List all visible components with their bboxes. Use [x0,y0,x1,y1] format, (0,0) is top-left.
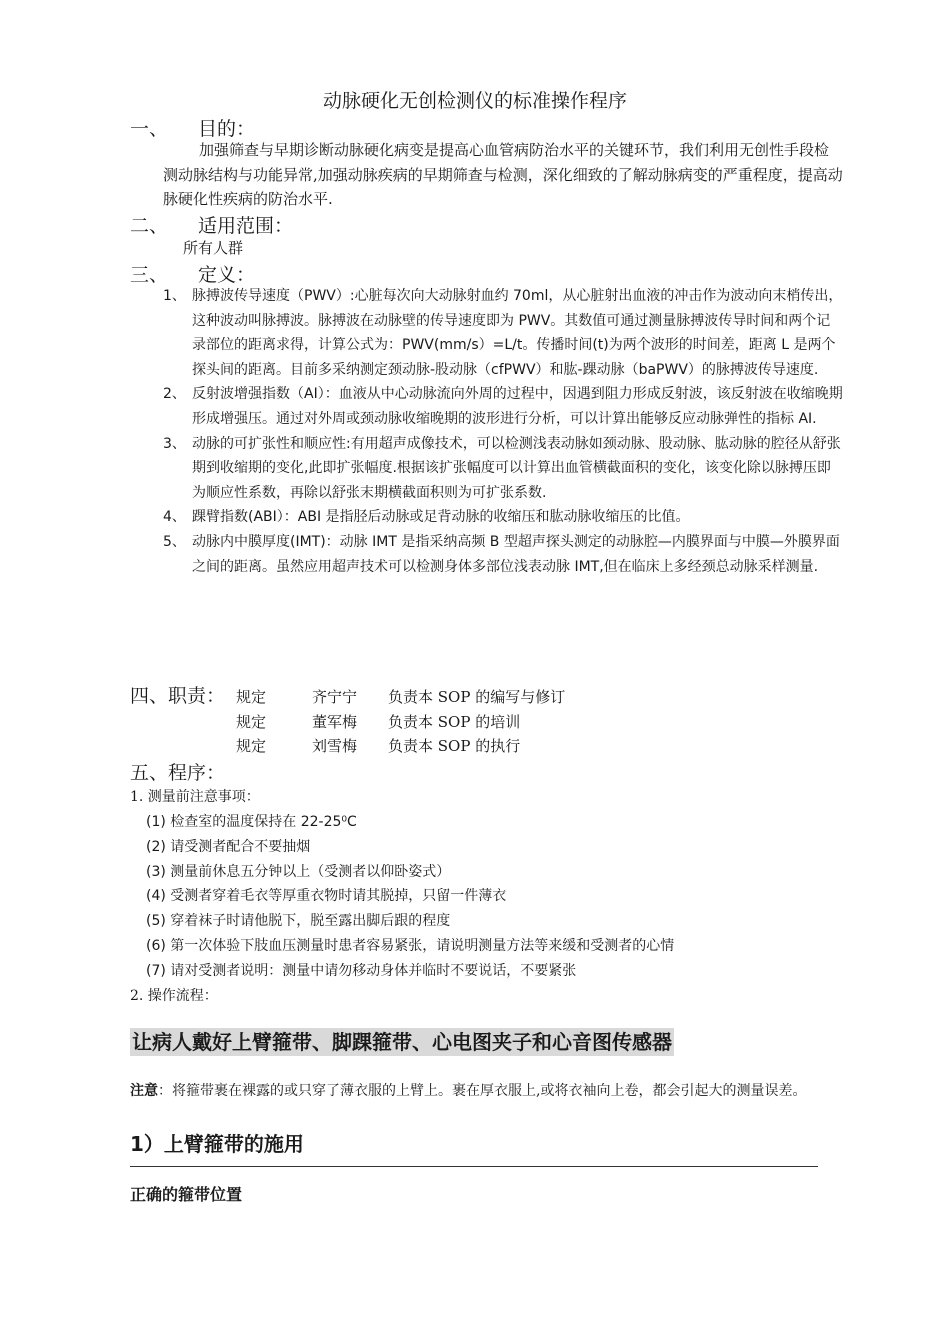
duty-role: 规定 [236,712,267,731]
duty-task: 负责本 SOP 的培训 [388,712,521,731]
list-item-text: 动脉内中膜厚度(IMT)：动脉 IMT 是指采纳高频 B 型超声探头测定的动脉腔—内膜界面与中膜—外膜界面之间的距离。虽然应用超声技术可以检测身体多部位浅表动脉 IMT,但在临床上多经颈总动脉采样测量. [192,533,840,575]
section-title: 目的： [198,118,256,140]
highlighted-instruction: 让病人戴好上臂箍带、脚踝箍带、心电图夹子和心音图传感器 [132,1030,672,1054]
duty-row [130,710,565,735]
list-item-text: 脉搏波传导速度（PWV）:心脏每次向大动脉射血约 70ml，从心脏射出血液的冲击作为波动向末梢传出，这种波动叫脉搏波。脉搏波在动脉壁的传导速度即为 PWV。其数值可通过测量脉搏波传导时间和两个记录部位的距离求得，计算公式为：PWV(mm/s）=L/t。传播时间(t)为两个波形的时间差，距离 L 是两个探头间的距离。目前多采纳测定颈动脉-股动脉（cfPWV）和肱-踝动脉（baPWV）的脉搏波传导速度. [192,288,843,378]
correct-position-heading: 正确的箍带位置 [130,1185,243,1204]
document-title: 动脉硬化无创检测仪的标准操作程序 [322,90,627,112]
list-item [163,432,843,506]
scope-paragraph: 所有人群 [183,239,244,257]
section-procedure-heading: 五、程序： [130,762,226,784]
list-item: (1) 检查室的温度保持在 22-25⁰C [146,814,357,830]
duty-row [130,734,565,759]
horizontal-rule [130,1166,818,1167]
pre-measurement-list [146,810,674,984]
list-number: 3、 [163,435,186,452]
subsection-heading: 1）上臂箍带的施用 [130,1132,304,1156]
duty-role: 规定 [236,688,267,706]
section-number: 二、 [130,215,169,237]
duty-task: 负责本 SOP 的编写与修订 [388,688,566,706]
section-purpose-heading [130,114,255,141]
section-title: 适用范围： [198,215,294,237]
note-paragraph [130,1074,832,1108]
section-definitions-heading [130,260,255,287]
section-scope-heading [130,211,293,238]
duty-role: 规定 [236,737,267,755]
list-item: (4) 受测者穿着毛衣等厚重衣物时请其脱掉，只留一件薄衣 [146,888,507,905]
section-number: 一、 [130,118,169,140]
section-title: 定义： [198,264,256,286]
duties-section [130,684,565,759]
section-number: 三、 [130,264,169,286]
list-item [163,284,843,382]
section-duties-heading: 四、职责： [130,685,226,707]
list-item-text: 动脉的可扩张性和顺应性:有用超声成像技术，可以检测浅表动脉如颈动脉、股动脉、肱动脉的腔径从舒张期到收缩期的变化,此即扩张幅度.根据该扩张幅度可以计算出血管横截面积的变化，该变化除以脉搏压即为顺应性系数，再除以舒张末期横截面积则为可扩张系数. [192,435,841,501]
list-number: 2、 [163,386,186,403]
list-item-text: 踝臂指数(ABI）：ABI 是指胫后动脉或足背动脉的收缩压和肱动脉收缩压的比值。 [192,509,690,526]
duty-person: 齐宁宁 [312,688,358,706]
duty-person: 董军梅 [312,712,358,731]
operation-flow-title: 2. 操作流程： [130,988,218,1004]
list-item: (5) 穿着袜子时请他脱下，脱至露出脚后跟的程度 [146,913,451,930]
list-item [163,530,843,579]
duty-person: 刘雪梅 [312,737,358,755]
list-number: 1、 [163,288,186,304]
duty-row [130,684,565,710]
note-text: ：将箍带裹在裸露的或只穿了薄衣服的上臂上。裹在厚衣服上,或将衣袖向上卷，都会引起大的测量误差。 [158,1083,807,1099]
list-item: (2) 请受测者配合不要抽烟 [146,838,311,855]
pre-measurement-title: 1. 测量前注意事项： [130,789,260,805]
duty-task: 负责本 SOP 的执行 [388,737,521,755]
list-item [163,382,843,431]
list-item-text: 反射波增强指数（AI）：血液从中心动脉流向外周的过程中，因遇到阻力形成反射波，该反射波在收缩晚期形成增强压。通过对外周或颈动脉收缩晚期的波形进行分析，可以计算出能够反应动脉弹性的指标 AI. [192,386,843,427]
list-number: 4、 [163,509,186,526]
list-item: (3) 测量前休息五分钟以上（受测者以仰卧姿式） [146,863,451,880]
list-item: (7) 请对受测者说明：测量中请勿移动身体并临时不要说话，不要紧张 [146,962,577,979]
note-label: 注意 [130,1083,158,1099]
purpose-paragraph: 加强筛查与早期诊断动脉硬化病变是提高心血管病防治水平的关键环节，我们利用无创性手段检测动脉结构与功能异常,加强动脉疾病的早期筛查与检测，深化细致的了解动脉病变的严重程度，提高动脉硬化性疾病的防治水平. [163,141,843,208]
list-item [163,505,843,530]
definitions-list [163,284,843,579]
list-number: 5、 [163,533,186,550]
list-item: (6) 第一次体验下肢血压测量时患者容易紧张，请说明测量方法等来缓和受测者的心情 [146,937,675,954]
